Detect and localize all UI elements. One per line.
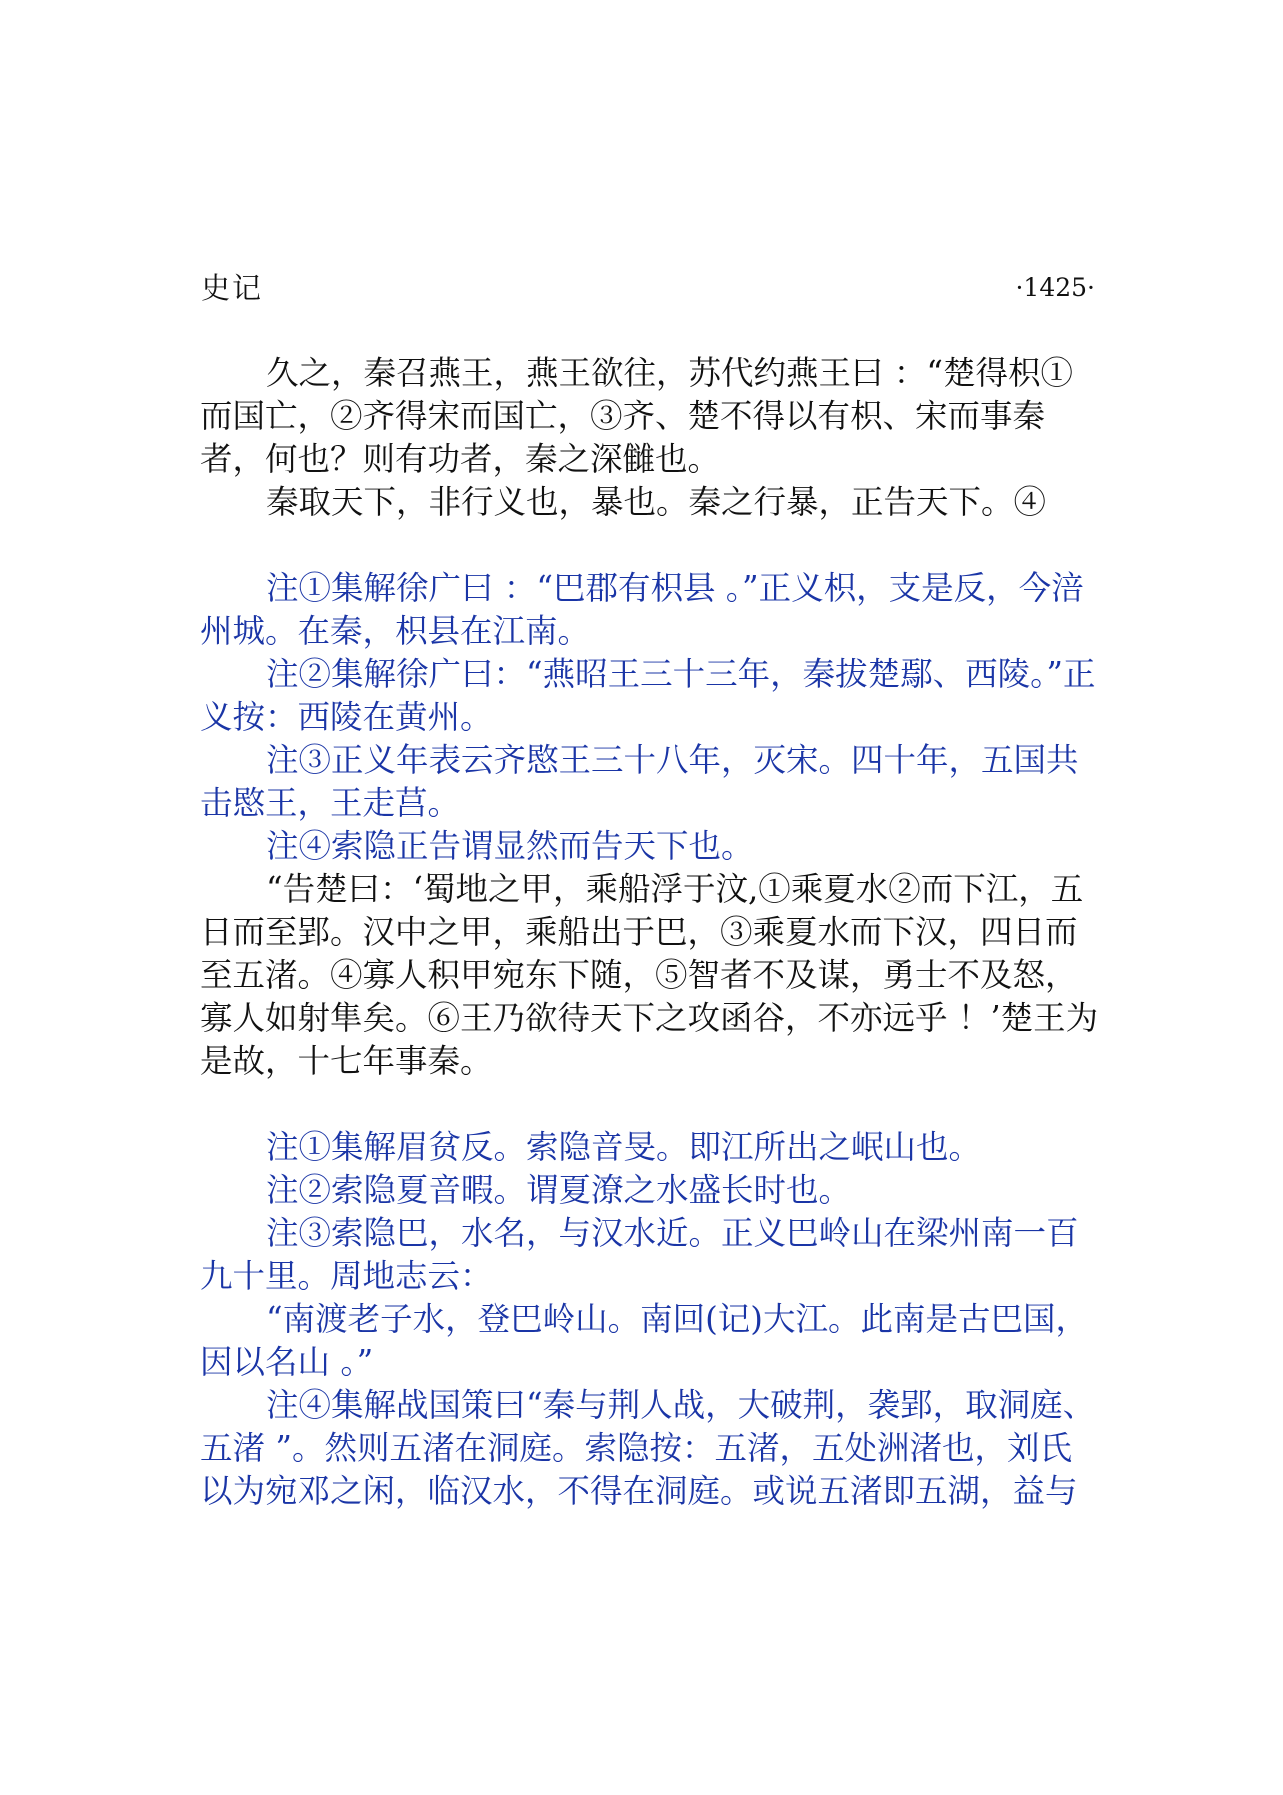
annotation-paragraph: 注③正义年表云齐愍王三十八年，灭宋。四十年，五国共击愍王，王走莒。: [200, 741, 1079, 822]
spacer: [200, 1083, 1100, 1126]
book-title: 史记: [201, 271, 264, 305]
annotation-paragraph: 注④集解战国策曰“秦与荆人战，大破荆，袭郢，取洞庭、五渚 ”。然则五渚在洞庭。索隐按：五渚，五处洲渚也，刘氏以为宛邓之闲，临汉水，不得在洞庭。或说五渚即五湖，益与: [200, 1386, 1096, 1510]
page-number: ·1425·: [1015, 273, 1095, 302]
annotation-paragraph: 注④索隐正告谓显然而告天下也。: [266, 827, 754, 865]
page-body: [200, 352, 1100, 1513]
annotation-paragraph: 注②索隐夏音暇。谓夏潦之水盛长时也。: [266, 1171, 852, 1209]
annotation-paragraph: 注①集解徐广曰 ：“巴郡有枳县 。”正义枳，支是反，今涪州城。在秦，枳县在江南。: [200, 569, 1084, 650]
annotation-quote: “南渡老子水，登巴岭山。南回(记)大江。此南是古巴国，因以名山 。”: [200, 1300, 1088, 1381]
annotation-paragraph: 注③索隐巴，水名，与汉水近。正义巴岭山在梁州南一百九十里。周地志云：: [200, 1214, 1079, 1295]
main-paragraph: 久之，秦召燕王，燕王欲往，苏代约燕王曰 ：“楚得枳①而国亡，②齐得宋而国亡，③齐、楚不得以有枳、宋而事秦者，何也？则有功者，秦之深雠也。: [200, 354, 1073, 478]
annotation-paragraph: 注②集解徐广曰：“燕昭王三十三年，秦拔楚鄢、西陵。”正义按：西陵在黄州。: [200, 655, 1096, 736]
main-paragraph: 秦取天下，非行义也，暴也。秦之行暴，正告天下。④: [266, 483, 1047, 521]
annotation-paragraph: 注①集解眉贫反。索隐音旻。即江所出之岷山也。: [266, 1128, 982, 1166]
main-paragraph: “告楚曰：‘蜀地之甲，乘船浮于汶,①乘夏水②而下江，五日而至郢。汉中之甲，乘船出于巴，③乘夏水而下汉，四日而至五渚。④寡人积甲宛东下随，⑤智者不及谋，勇士不及怒，寡人如射隼矣。⑥王乃欲待天下之攻函谷，不亦远乎 ！’楚王为是故，十七年事秦。: [200, 870, 1099, 1080]
spacer: [200, 524, 1100, 567]
